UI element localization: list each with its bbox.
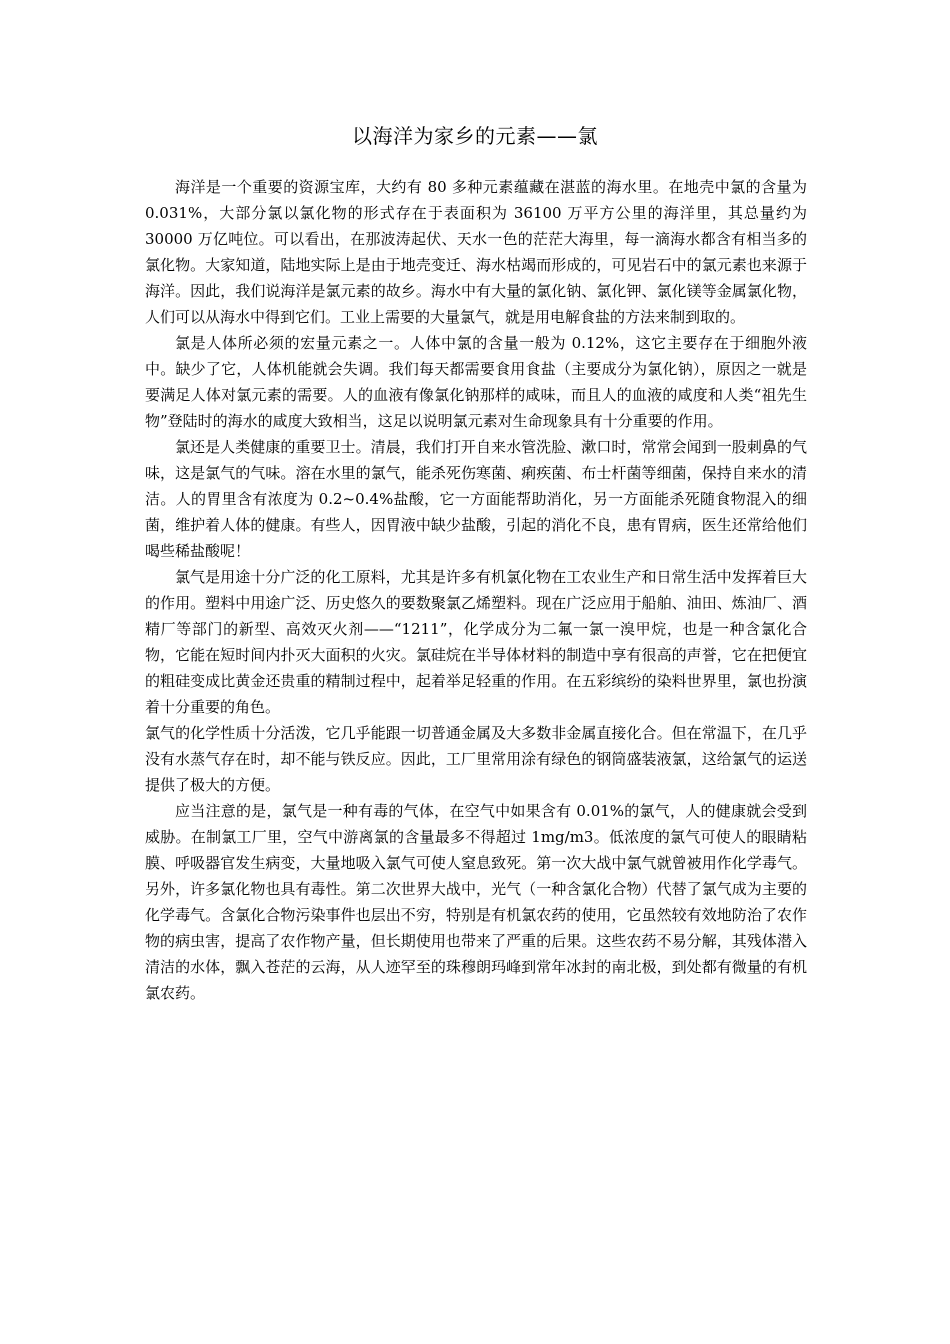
paragraph-human-body: 氯是人体所必须的宏量元素之一。人体中氯的含量一般为 0.12%，这它主要存在于细胞外液中。缺少了它，人体机能就会失调。我们每天都需要食用食盐（主要成分为氯化钠），原因之一就是要满足人体对氯元素的需要。人的血液有像氯化钠那样的咸味，而且人的血液的咸度和人类“祖先生物”登陆时的海水的咸度大致相当，这足以说明氯元素对生命现象具有十分重要的作用。 [145,334,807,430]
document-title: 以海洋为家乡的元素——氯 [352,124,598,148]
paragraph-chemical-raw-material: 氯气是用途十分广泛的化工原料，尤其是许多有机氯化物在工农业生产和日常生活中发挥着巨大的作用。塑料中用途广泛、历史悠久的要数聚氯乙烯塑料。现在广泛应用于船舶、油田、炼油厂、酒精厂等部门的新型、高效灭火剂——“1211”，化学成分为二氟一氯一溴甲烷，也是一种含氯化合物，它能在短时间内扑灭大面积的火灾。氯硅烷在半导体材料的制造中享有很高的声誉，它在把便宜的粗硅变成比黄金还贵重的精制过程中，起着举足轻重的作用。在五彩缤纷的染料世界里，氯也扮演着十分重要的角色。 [145,568,807,716]
paragraph-toxicity: 应当注意的是，氯气是一种有毒的气体，在空气中如果含有 0.01%的氯气，人的健康就会受到威胁。在制氯工厂里，空气中游离氯的含量最多不得超过 1mg/m3。低浓度的氯气可使人的眼睛粘膜、呼吸器官发生病变，大量地吸入氯气可使人窒息致死。第一次大战中氯气就曾被用作化学毒气。另外，许多氯化物也具有毒性。第二次世界大战中，光气（一种含氯化合物）代替了氯气成为主要的化学毒气。含氯化合物污染事件也层出不穷，特别是有机氯农药的使用，它虽然较有效地防治了农作物的病虫害，提高了农作物产量，但长期使用也带来了严重的后果。这些农药不易分解，其残体潜入清洁的水体，飘入苍茫的云海，从人迹罕至的珠穆朗玛峰到常年冰封的南北极，到处都有微量的有机氯农药。 [145,802,807,1002]
paragraph-chemical-properties: 氯气的化学性质十分活泼，它几乎能跟一切普通金属及大多数非金属直接化合。但在常温下，在几乎没有水蒸气存在时，却不能与铁反应。因此，工厂里常用涂有绿色的钢筒盛装液氯，这给氯气的运送提供了极大的方便。 [145,724,807,794]
document-body [145,174,807,1006]
paragraph-health-guard: 氯还是人类健康的重要卫士。清晨，我们打开自来水管洗脸、漱口时，常常会闻到一股刺鼻的气味，这是氯气的气味。溶在水里的氯气，能杀死伤寒菌、痢疾菌、布士杆菌等细菌，保持自来水的清洁。人的胃里含有浓度为 0.2~0.4%盐酸，它一方面能帮助消化，另一方面能杀死随食物混入的细菌，维护着人体的健康。有些人，因胃液中缺少盐酸，引起的消化不良，患有胃病，医生还常给他们喝些稀盐酸呢！ [145,438,807,560]
paragraph-ocean-chlorine: 海洋是一个重要的资源宝库，大约有 80 多种元素蕴藏在湛蓝的海水里。在地壳中氯的含量为 0.031%，大部分氯以氯化物的形式存在于表面积为 36100 万平方公里的海洋里，其总量约为 30000 万亿吨位。可以看出，在那波涛起伏、天水一色的茫茫大海里，每一滴海水都含有相当多的氯化物。大家知道，陆地实际上是由于地壳变迁、海水枯竭而形成的，可见岩石中的氯元素也来源于海洋。因此，我们说海洋是氯元素的故乡。海水中有大量的氯化钠、氯化钾、氯化镁等金属氯化物，人们可以从海水中得到它们。工业上需要的大量氯气，就是用电解食盐的方法来制到取的。 [145,178,807,326]
